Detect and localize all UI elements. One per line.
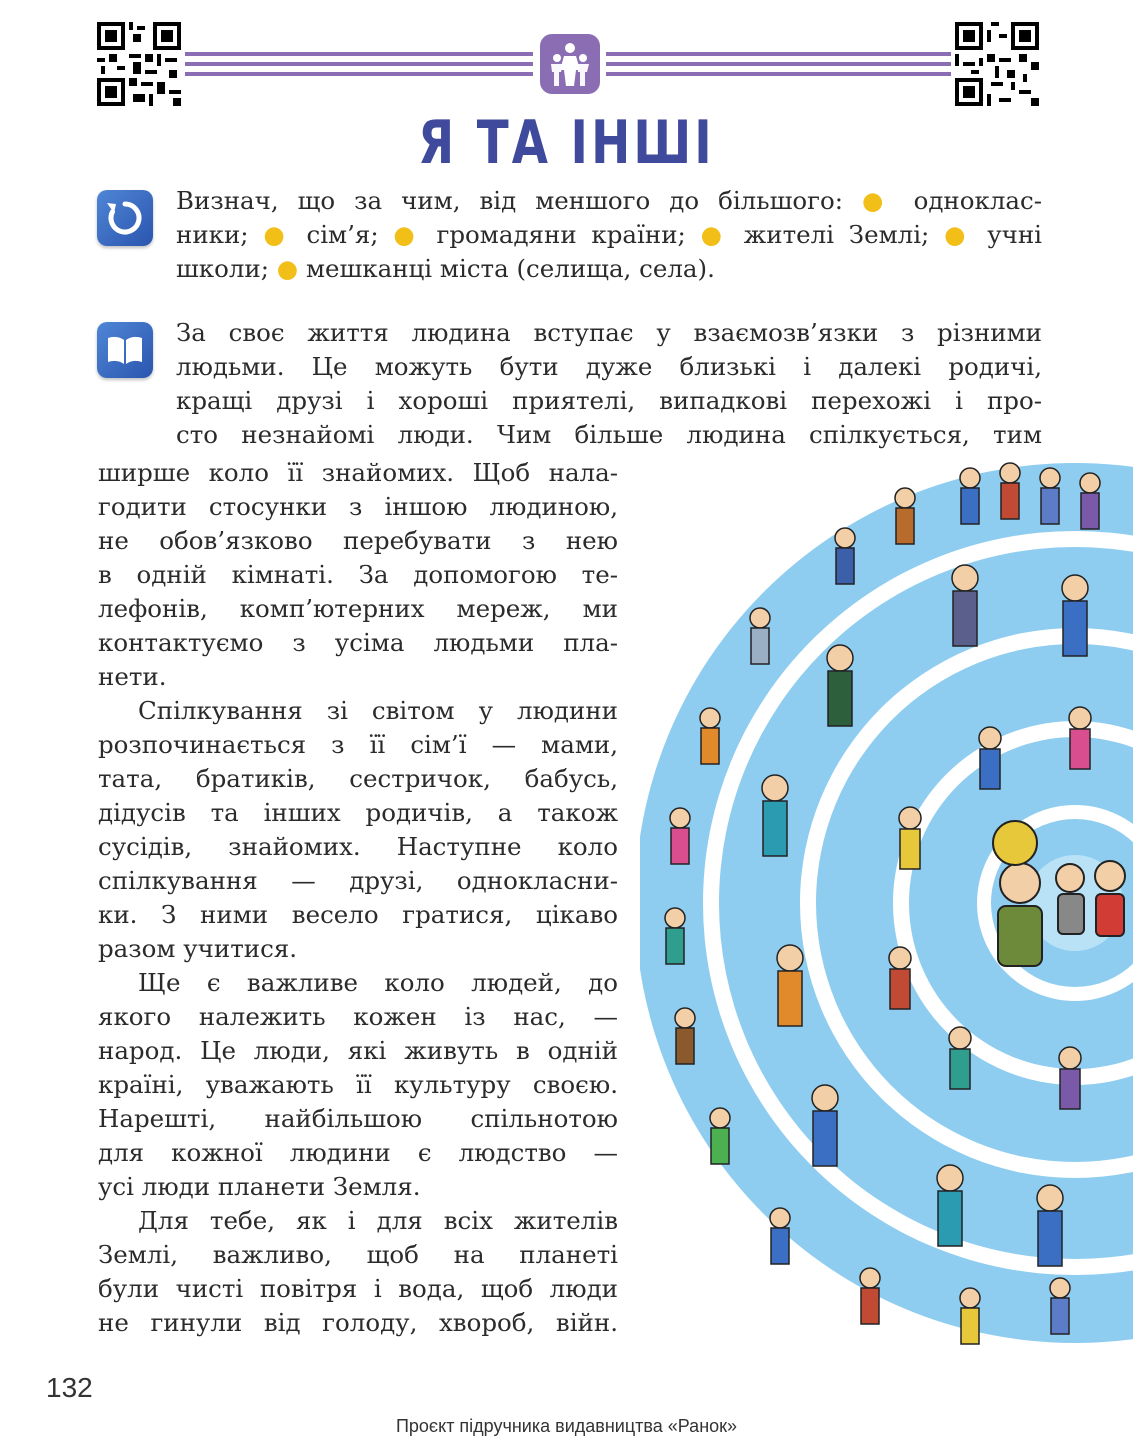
body-line: для кожної людини є людство —: [98, 1138, 618, 1167]
body-line: контактуємо з усіма людьми пла-: [98, 628, 618, 657]
task-line: школи; ● мешканці міста (селища, села).: [176, 254, 715, 283]
body-line: Для тебе, як і для всіх жителів: [138, 1206, 618, 1235]
body-line: спілкування — друзі, однокласни-: [98, 866, 618, 895]
body-line: були чисті повітря і вода, щоб люди: [98, 1274, 618, 1303]
page-number: 132: [46, 1372, 93, 1403]
intro-line: За своє життя людина вступає у взаємозв’язки з різними: [176, 318, 1042, 347]
body-line: ширше коло її знайомих. Щоб нала-: [98, 458, 618, 487]
book-icon: [97, 322, 153, 378]
bullet-icon: ●: [276, 254, 299, 283]
task-text: [176, 184, 1042, 286]
body-line: дідусів та інших родичів, а також: [98, 798, 618, 827]
page-title: Я ТА ІНШІ: [418, 108, 715, 178]
body-line: сусідів, знайомих. Наступне коло: [98, 832, 618, 861]
body-line: годити стосунки з іншою людиною,: [98, 492, 618, 521]
body-line: ки. З ними весело гратися, цікаво: [98, 900, 618, 929]
intro-line: кращі друзі і хороші приятелі, випадкові перехожі і про-: [176, 386, 1042, 415]
bullet-icon: ●: [861, 186, 895, 215]
bullet-icon: ●: [263, 220, 292, 249]
task-line: Визнач, що за чим, від меншого до більшого: ● одноклас-: [176, 186, 1042, 215]
body-line: народ. Це люди, які живуть в одній: [98, 1036, 618, 1065]
header-rule-right: [606, 52, 951, 76]
intro-line: людьми. Це можуть бути дуже близькі і далекі родичі,: [176, 352, 1042, 381]
body-line: країні, уважають її культуру своєю.: [98, 1070, 618, 1099]
body-line: якого належить кожен із нас, —: [98, 1002, 618, 1031]
body-line: в одній кімнаті. За допомогою те-: [98, 560, 618, 589]
body-line: Ще є важливе коло людей, до: [138, 968, 618, 997]
footer-text: Проєкт підручника видавництва «Ранок»: [395, 1416, 738, 1436]
body-line: не гинули від голоду, хвороб, війн.: [98, 1308, 618, 1337]
task-line: ники; ● сім’я; ● громадяни країни; ● жителі Землі; ● учні: [176, 220, 1042, 249]
bullet-icon: ●: [700, 220, 729, 249]
bullet-icon: ●: [944, 220, 973, 249]
body-line: розпочинається з її сім’ї — мами,: [98, 730, 618, 759]
body-line: лефонів, комп’ютерних мереж, ми: [98, 594, 618, 623]
concentric-circles-illustration: [640, 458, 1133, 1348]
body-line: нети.: [98, 662, 167, 691]
qr-code-icon[interactable]: [955, 22, 1039, 106]
bullet-icon: ●: [393, 220, 422, 249]
header-rule-left: [185, 52, 533, 76]
body-line: разом учитися.: [98, 934, 298, 963]
family-icon: [540, 34, 600, 94]
body-line: Спілкування зі світом у людини: [138, 696, 618, 725]
qr-code-icon[interactable]: [97, 22, 181, 106]
body-line: усі люди планети Земля.: [98, 1172, 421, 1201]
body-line: не обов’язково перебувати з нею: [98, 526, 618, 555]
body-text: [98, 456, 618, 1340]
body-line: Нарешті, найбільшою спільнотою: [98, 1104, 618, 1133]
refresh-icon: [97, 190, 153, 246]
body-line: тата, братиків, сестричок, бабусь,: [98, 764, 618, 793]
body-line: Землі, важливо, щоб на планеті: [98, 1240, 618, 1269]
intro-text: [176, 316, 1042, 452]
intro-line: сто незнайомі люди. Чим більше людина спілкується, тим: [176, 420, 1042, 449]
